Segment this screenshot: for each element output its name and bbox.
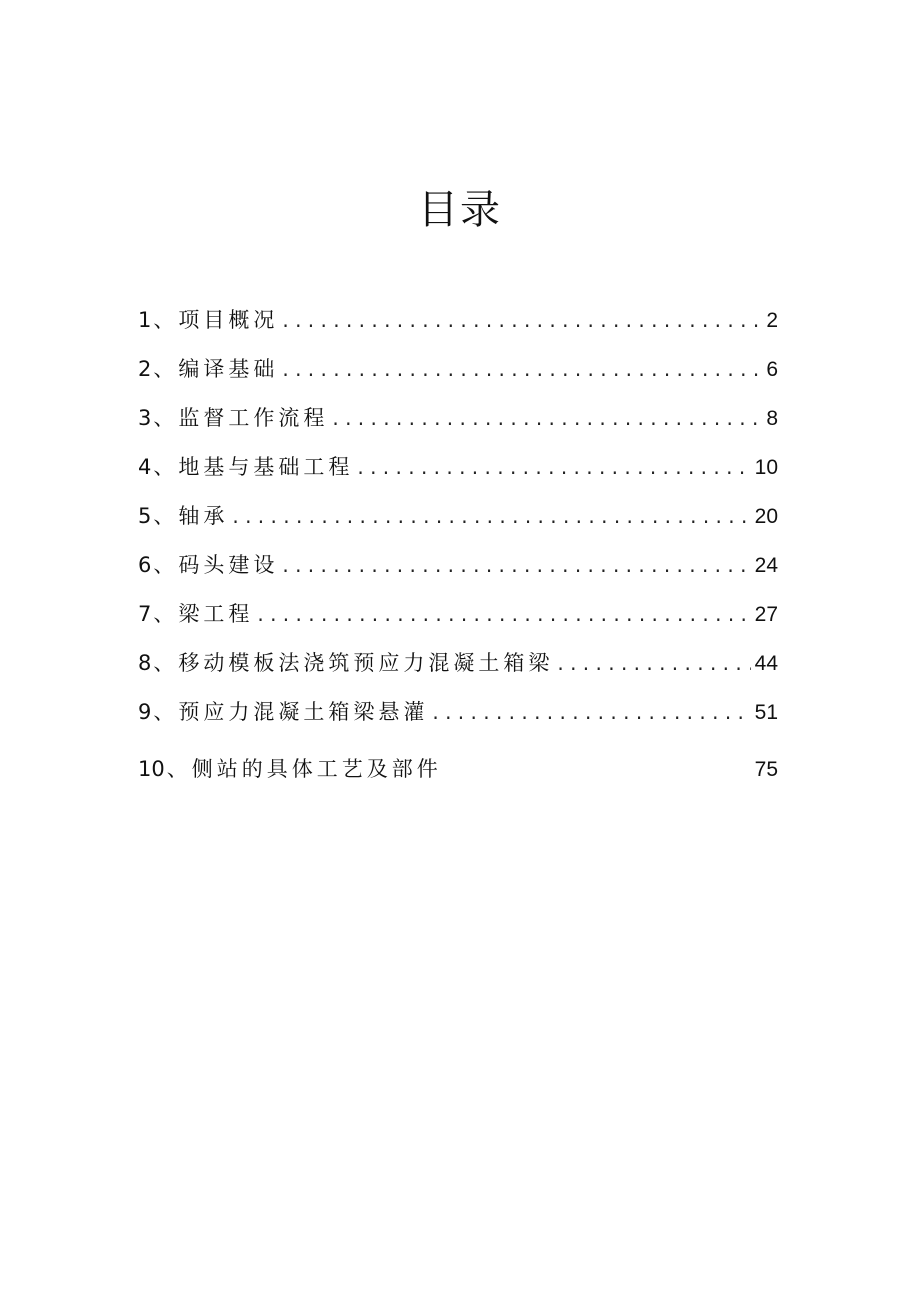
toc-entry-label: 侧站的具体工艺及部件 [191,757,442,781]
toc-entry-separator: 、 [166,757,188,781]
toc-entry-5[interactable] [138,500,778,549]
toc-entry-separator: 、 [153,308,175,332]
toc-entry-page: 51 [754,701,778,724]
toc-entry-number: 2 [138,357,152,381]
toc-entry-separator: 、 [153,651,175,675]
toc-entry-page: 20 [754,505,778,528]
toc-entry-7[interactable] [138,598,778,647]
toc-entry-label: 地基与基础工程 [178,455,354,479]
toc-entry-4[interactable] [138,451,778,500]
toc-entry-separator: 、 [153,553,175,577]
table-of-contents [138,304,778,802]
toc-entry-label: 移动模板法浇筑预应力混凝土箱梁 [178,651,554,675]
toc-entry-number: 1 [138,308,152,332]
toc-entry-label: 轴承 [178,504,229,528]
toc-entry-page: 10 [754,456,778,479]
toc-entry-number: 4 [138,455,152,479]
toc-dot-leader [282,353,762,386]
toc-entry-3[interactable] [138,402,778,451]
toc-entry-separator: 、 [153,406,175,430]
toc-entry-label: 梁工程 [178,602,254,626]
toc-entry-page: 27 [754,603,778,626]
toc-entry-number: 5 [138,504,152,528]
toc-entry-9[interactable] [138,696,778,745]
toc-entry-page: 24 [754,554,778,577]
toc-entry-page: 8 [766,407,778,430]
toc-entry-number: 6 [138,553,152,577]
toc-entry-page: 75 [754,758,778,781]
toc-entry-number: 7 [138,602,152,626]
toc-entry-6[interactable] [138,549,778,598]
toc-entry-page: 44 [754,652,778,675]
toc-entry-page: 2 [766,309,778,332]
toc-entry-separator: 、 [153,455,175,479]
toc-entry-number: 9 [138,700,152,724]
toc-entry-number: 3 [138,406,152,430]
toc-entry-label: 码头建设 [178,553,279,577]
toc-dot-leader [332,402,762,435]
toc-dot-leader [282,304,762,337]
page-title: 目录 [418,187,502,233]
toc-entry-label: 预应力混凝土箱梁悬灌 [178,700,429,724]
toc-dot-leader [357,451,750,484]
toc-entry-separator: 、 [153,357,175,381]
toc-entry-1[interactable] [138,304,778,353]
toc-entry-label: 项目概况 [178,308,279,332]
toc-dot-leader [557,647,750,680]
toc-entry-2[interactable] [138,353,778,402]
toc-entry-10[interactable] [138,753,778,802]
toc-entry-label: 监督工作流程 [178,406,329,430]
toc-entry-number: 8 [138,651,152,675]
toc-entry-number: 10 [138,757,165,781]
toc-entry-8[interactable] [138,647,778,696]
toc-dot-leader [282,549,750,582]
toc-entry-page: 6 [766,358,778,381]
toc-entry-separator: 、 [153,700,175,724]
toc-dot-leader [232,500,750,533]
toc-entry-separator: 、 [153,504,175,528]
toc-entry-separator: 、 [153,602,175,626]
toc-dot-leader [432,696,750,729]
toc-entry-label: 编译基础 [178,357,279,381]
toc-dot-leader [257,598,750,631]
